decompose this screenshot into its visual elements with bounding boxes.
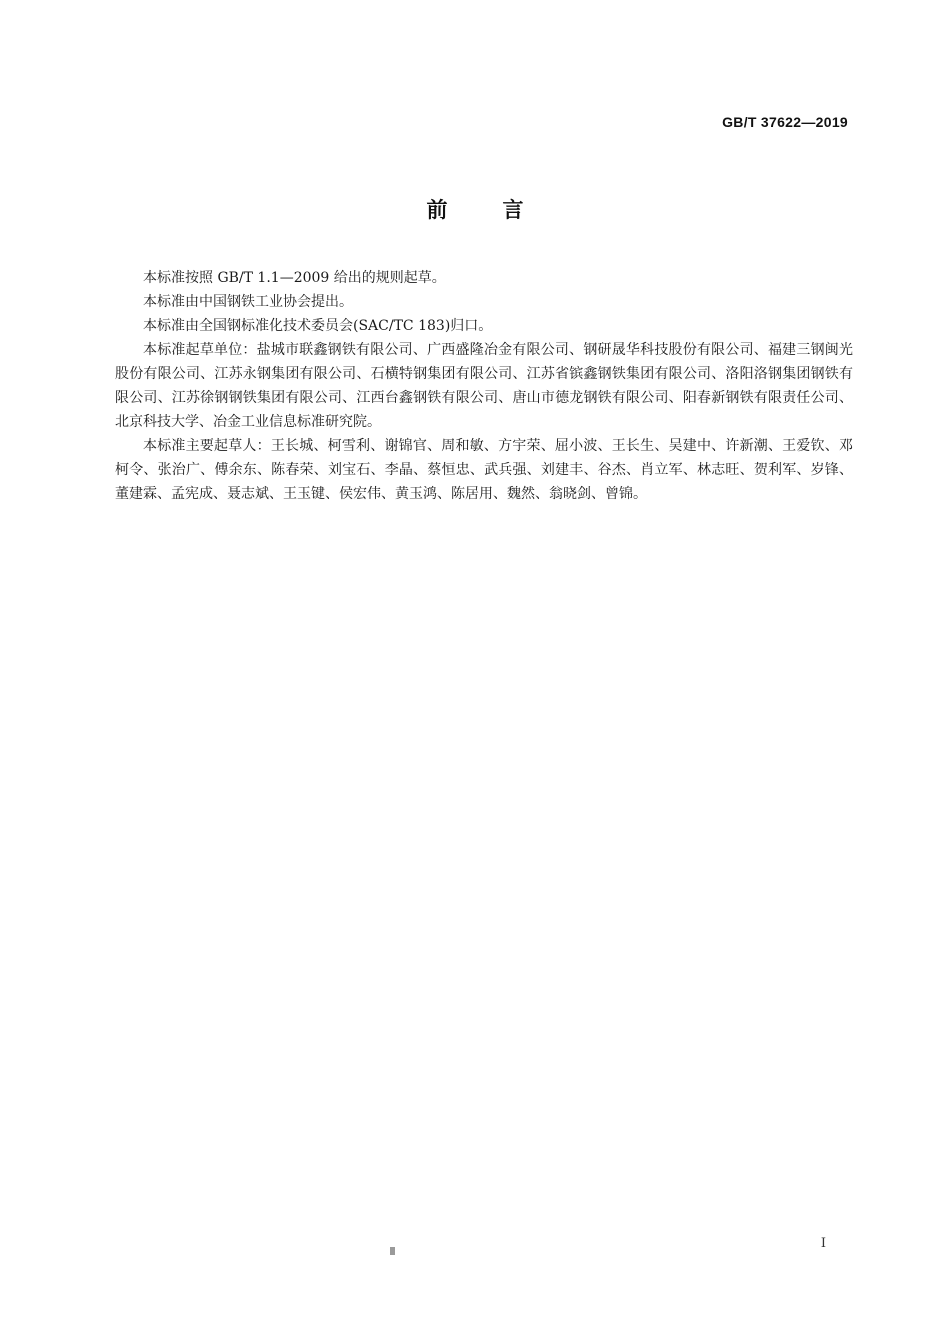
paragraph-proposer: 本标准由中国钢铁工业协会提出。: [143, 294, 353, 310]
paragraph-main-drafters: 本标准主要起草人：王长城、柯雪利、谢锦官、周和敏、方宇荣、屈小波、王长生、吴建中、许新潮、王爱钦、邓柯令、张治广、傅余东、陈春荣、刘宝石、李晶、蔡恒忠、武兵强、刘建丰、谷杰、肖立军、林志旺、贺利军、岁锋、董建霖、孟宪成、聂志斌、王玉键、侯宏伟、黄玉鸿、陈居用、魏然、翁晓剑、曾锦。: [115, 438, 853, 502]
page-title: 前言: [426, 198, 579, 222]
document-body: [115, 266, 853, 506]
paragraph-drafting-units: 本标准起草单位：盐城市联鑫钢铁有限公司、广西盛隆冶金有限公司、钢研晟华科技股份有限公司、福建三钢闽光股份有限公司、江苏永钢集团有限公司、石横特钢集团有限公司、江苏省镔鑫钢铁集团有限公司、洛阳洛钢集团钢铁有限公司、江苏徐钢钢铁集团有限公司、江西台鑫钢铁有限公司、唐山市德龙钢铁有限公司、阳春新钢铁有限责任公司、北京科技大学、冶金工业信息标准研究院。: [115, 342, 853, 430]
page-number: I: [820, 1236, 826, 1251]
standard-number: GB/T 37622—2019: [722, 114, 848, 130]
paragraph-administrator: 本标准由全国钢标准化技术委员会(SAC/TC 183)归口。: [143, 318, 493, 334]
paragraph-drafting-rules: 本标准按照 GB/T 1.1—2009 给出的规则起草。: [143, 270, 446, 286]
scan-mark: [390, 1247, 395, 1255]
